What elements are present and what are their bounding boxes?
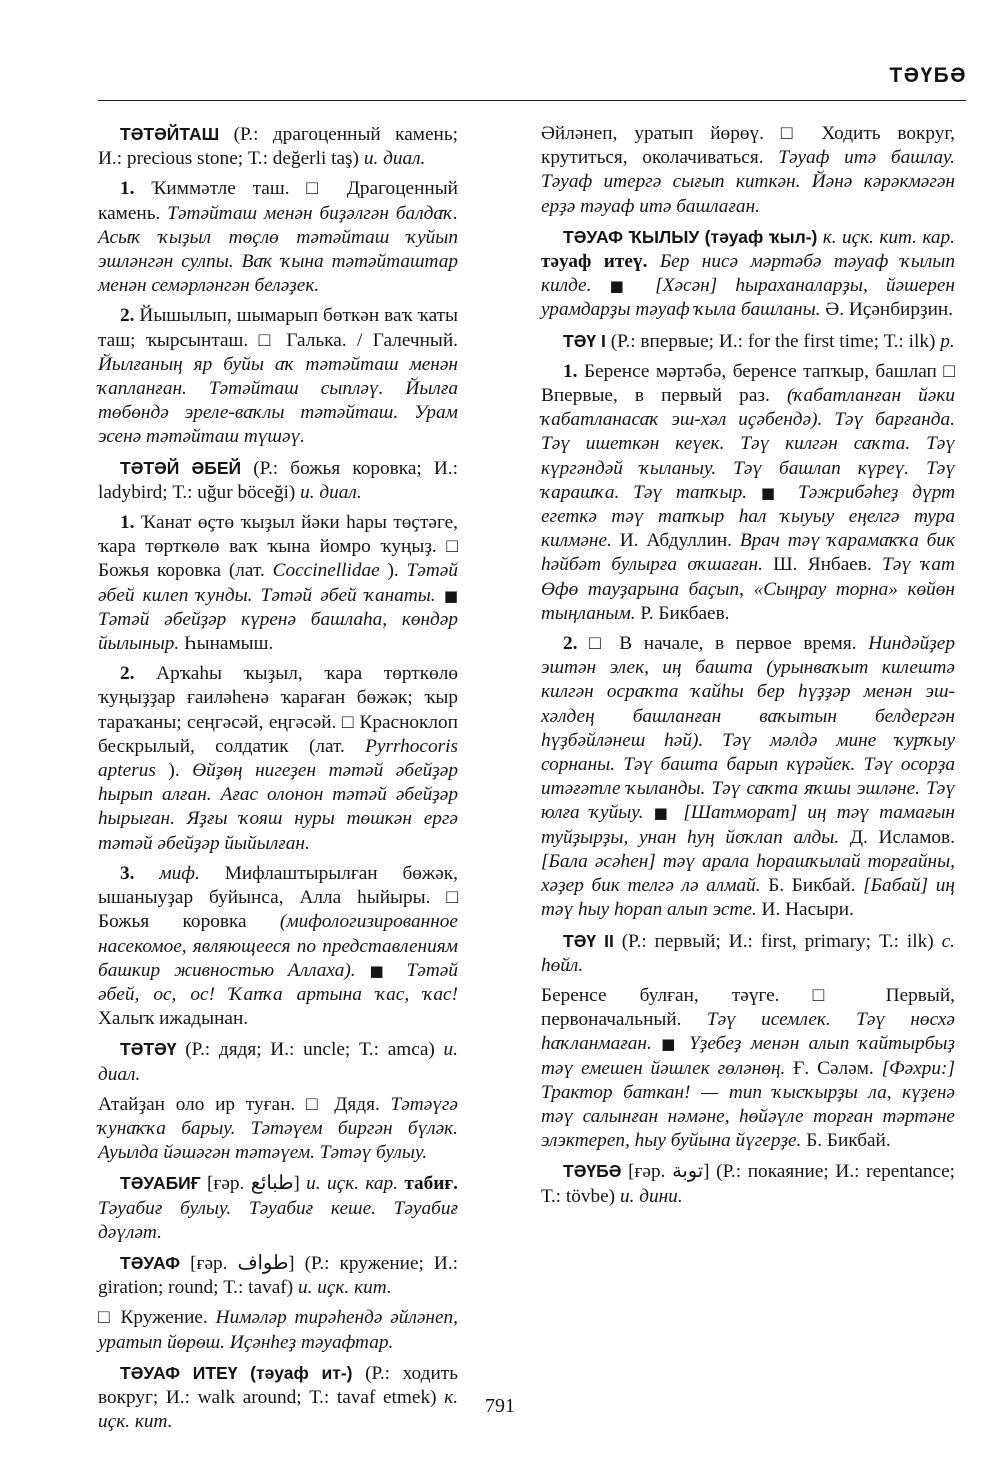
example: Тәтәүгә ҡунаҡҡа барыу. Тәтәүем биргән бүләк. Ауылда йәшәгән тәтәүем. Тәтәү булыу. [98,1093,458,1164]
definition: Ҡиммәтле таш. □ Драгоценный камень. [98,178,458,224]
example: Тәуаф итә башлау. Тәуаф итергә сығып киткән. Йәнә кәрәкмәгән ерҙә тәуаф итә башлаған. [541,147,955,217]
example: Тәү исемлек. Тәү нөсхә һаҡланмаған. [541,1009,955,1055]
grammar-label: миф. [159,862,200,884]
example: Тәү мәлдә мине ҡурҡыу сорнаны. Тәү башта барып күрәйек. Тәү осорҙа итәғәтле ҡыланды. Тәү саҡта яҡшы эшләне. Тәү юлға ҡуйыу. [541,729,955,824]
grammar-label: и. иҫк. кит. [297,1277,392,1299]
example: Бер нисә мәртәбә тәуаф ҡылып килде. [541,251,955,297]
definition: [ғәр. طبائع] [207,1173,300,1195]
header-rule [98,100,966,101]
left-column [98,122,458,1440]
definition: Мифлаштырылған бөжәк, ышаныуҙар буйынса, Алла һыйыры. □ Божья коровка [98,862,458,933]
citation-marker-icon: ■ [760,483,785,502]
grammar-label: р. [940,330,955,352]
definition: (Р.: божья коровка; И.: ladybird; Т.: uğur böceği) [98,457,458,503]
citation: Тәү ҡат Өфө тауҙарына баҫып, «Сыңрау торна» көйөн тыңланым. [541,554,955,624]
citation: [Фәхри:] Трактор баткан! — тип ҡысҡырҙы ла, күҙенә тәү салынған нәмәне, һөйәүле торған тәртәне элэктереп, һыу буйына йүгерҙе. [541,1057,955,1152]
definition: Беренсе булған, тәүге. □ Первый, первоначальный. [541,984,955,1031]
entry-headword-line [98,1251,458,1300]
definition: [ғәр. طواف] (Р.: кружение; И.: giration; round; Т.: tavaf) [98,1252,458,1299]
citation-source: Һынамыш. [184,633,274,655]
definition: (Р.: первый; И.: first, primary; Т.: ilk) [621,930,934,952]
definition: Ҡанат өҫтө ҡыҙыл йәки һары төҫтәге, ҡара төрткөлө ваҡ ҡына йомро ҡуңыҙ. □ Божья коровка (лат. [98,512,459,582]
right-column [541,122,955,1215]
citation: [Хәсән] һыраханаларҙы, йәшерен урамдарҙы тәуаф ҡыла башланы. [541,275,955,321]
sense-number: 2. [563,633,578,655]
citation-source: И. Абдуллин. [619,530,732,552]
citation: [Шатморат] иң тәү тамағын туйҙырҙы, унан һуң йоҡлап алды. [541,802,955,848]
headword: ТӘТӘҮ [120,1039,177,1060]
citation: Тәтәй әбейҙәр күренә башлаһа, көндәр йылыныр. [98,608,458,655]
grammar-label: и. диал. [98,1039,458,1085]
citation-source: Ғ. Сәләм. [793,1057,874,1079]
citation: Үҙебеҙ менән алып ҡайтырбыҙ тәү емешен йәшлек гөләнөң. [541,1033,955,1079]
sense-number: 1. [120,178,135,200]
entry-sense [98,1093,458,1166]
citation-source: И. Насыри. [761,899,854,921]
latin-name: Pyrrhocoris apterus [98,735,458,782]
definition: Йышылып, шымарып бөткән ваҡ ҡаты таш; ҡырсынташ. □ Галька. / Галечный. [98,305,459,351]
citation: Тәтәй әбей, ос, ос! Ҡапҡа артына ҡас, ҡас! [98,959,458,1005]
entry-headword-line [541,929,955,978]
grammar-label: с. һөйл. [541,930,955,976]
headword: ТӘТӘЙ ӘБЕЙ [120,457,242,478]
citation-source: Б. Бикбай. [806,1130,891,1152]
example: Иҫәнһеҙ тәуафтар. [229,1331,394,1353]
definition-cont: ). [387,560,399,582]
citation-source: Ә. Иҫәнбирҙин. [825,299,954,321]
sense-number: 2. [120,305,135,327]
entry-sense [98,662,458,856]
entry-sense [541,632,955,922]
entry-headword-line [541,1159,955,1208]
cross-reference: табиғ. [404,1173,458,1195]
definition-cont: □ Впервые, в первый раз. [541,360,955,407]
entry-sense [98,511,458,656]
headword: ТӘУАФ ИТЕҮ (тәуаф ит-) [120,1362,353,1383]
sense-number: 1. [120,512,135,534]
example: Өйҙөң нигеҙен тәтәй әбейҙәр һырып алған. Ағас олонон тәтәй әбейҙәр һырыған. Яҙғы ҡояш нуры төшкән ергә тәтәй әбейҙәр йыйылған. [98,760,458,854]
citation-source: Халыҡ ижадынан. [98,1008,249,1030]
citation-marker-icon: ■ [653,804,674,823]
gloss: Ниндәйҙер эштән элек, иң башта (урынваҡыт килештә килгән осраҡта ҡайһы бер һүҙҙәр менән эш-хәлдең башланған ваҡытын белдергән һүҙбәйләнеш һәй). [541,633,956,751]
running-head: ТӘҮБӘ [889,64,967,87]
example: Тәуабиғ булыу. Тәуабиғ кеше. Тәуабиғ дәүләт. [98,1197,458,1243]
definition: (Р.: впервые; И.: for the first time; Т.: ilk) [610,330,936,352]
definition: □ Кружение. [98,1307,208,1329]
example: Тәтәйташ менән биҙәлгән балдаҡ. Асыҡ ҡыҙыл төҫлө тәтәйташ ҡуйып эшләнгән сулпы. Ваҡ ҡына тәтәйташтар менән семәрләнгән беләҙек. [98,202,458,297]
entry-sense [98,177,458,298]
grammar-label: и. диал. [300,481,362,503]
example: Йылғаның яр буйы аҡ тәтәйташ менән ҡапланған. Тәтәйташ сыпләү. Йылға төбөндә эреле-ваҡлы тәтәйташ. Урам эсенә тәтәйташ түшәү. [98,353,458,448]
entry-headword-line [541,225,955,323]
sense-number: 2. [120,663,135,685]
citation-marker-icon: ■ [443,586,458,605]
entry-headword-line [98,456,458,505]
citation: Врач тәү ҡарамаҡҡа бик һәйбәт булырға оҡшаған. [541,530,955,576]
definition: Беренсе мәртәбә, беренсе тапҡыр, башлап [583,360,937,382]
example: Нимәләр тирәһендә әйләнеп, уратып йөрөш. [98,1307,458,1353]
latin-name: Coccinellidae [272,560,380,582]
citation-source: Д. Исламов. [849,826,955,848]
grammar-label: к. иҫк. кит. кар. [822,226,955,248]
definition: (Р.: дядя; И.: uncle; Т.: amca) [185,1039,435,1061]
definition: [ғәр. توبة] (Р.: покаяние; И.: repentance; Т.: tövbe) [541,1161,955,1207]
definition: (Р.: драгоценный камень; И.: precious stone; Т.: değerli taş) [98,124,458,170]
entry-headword-line [98,1171,458,1245]
gloss: (мифологизированное насекомое, являющееся по представлениям башкир живностью Аллаха). [98,911,458,981]
grammar-label: и. иҫк. кар. [306,1173,398,1195]
headword: ТӘУАФ ҠЫЛЫУ (тәуаф ҡыл-) [563,226,818,247]
citation-source: Б. Бикбай. [768,875,856,897]
grammar-label: и. диал. [363,148,426,170]
page-number: 791 [485,1395,515,1417]
gloss: (ҡабатланған йәки ҡабатланасаҡ эш-хәл иҫәбендә). [541,385,955,431]
entry-headword-line [541,329,955,354]
headword: ТӘТӘЙТАШ [120,124,220,144]
headword: ТӘҮБӘ [563,1161,622,1182]
grammar-label: и. дини. [619,1185,683,1207]
citation-source: Ш. Янбаев. [773,554,872,576]
definition: □ В начале, в первое время. [589,633,857,655]
grammar-label: к. иҫк. кит. [98,1386,459,1433]
headword: ТӘҮ I [563,330,606,351]
headword: ТӘУАБИҒ [120,1173,201,1194]
entry-sense [541,360,955,626]
cross-reference: тәуаф итеү. [541,251,648,273]
entry-sense [541,984,955,1153]
definition: Арҡаһы ҡыҙыл, ҡара төрткөлө ҡуңыҙҙар ғаиләһенә ҡараған бөжәк; ҡыр тараҡаны; сеңгәсәй, еңгәсәй. □ Красноклоп бескрылый, солдатик (лат. [98,663,458,757]
entry-headword-line [98,1037,458,1086]
citation-marker-icon: ■ [369,961,393,980]
sense-number: 3. [120,862,135,884]
definition: Атайҙан оло ир туған. □ Дядя. [98,1093,380,1115]
example: Тәтәй әбей килеп ҡунды. Тәтәй әбей ҡанаты. [98,560,458,606]
definition-cont: ). [168,760,180,782]
definition: (Р.: ходить вокруг; И.: walk around; Т.: tavaf etmek) [98,1362,458,1408]
headword: ТӘҮ II [563,930,614,951]
headword: ТӘУАФ [120,1252,181,1273]
sense-number: 1. [563,360,578,382]
citation: [Бабай] иң тәү һыу һорап алып эсте. [541,875,955,921]
citation: [Бала әсәһен] тәү арала һорашҡылай торғайны, хәҙер бик телгә лә алмай. [541,850,955,897]
entry-sense [98,862,458,1031]
entry-headword-line [98,122,458,171]
entry-sense [98,304,458,449]
citation: Тәжрибәһеҙ дүрт егеткә тәү тапҡыр һал ҡыуыу еңелгә тура килмәне. [541,481,955,552]
citation-marker-icon: ■ [609,277,638,296]
entry-sense [541,122,955,219]
citation-marker-icon: ■ [661,1035,680,1054]
citation-source: Р. Бикбаев. [640,602,730,624]
example: Тәү барғанда. Тәү ишеткән кеүек. Тәү килгән саҡта. Тәү күргәндәй ҡыланыу. Тәү башлап күреү. Тәү ҡарашҡа. Тәү тапҡыр. [541,409,956,503]
entry-sense [98,1306,458,1354]
definition: Әйләнеп, уратып йөрөү. □ Ходить вокруг, крутиться, околачиваться. [541,123,955,169]
